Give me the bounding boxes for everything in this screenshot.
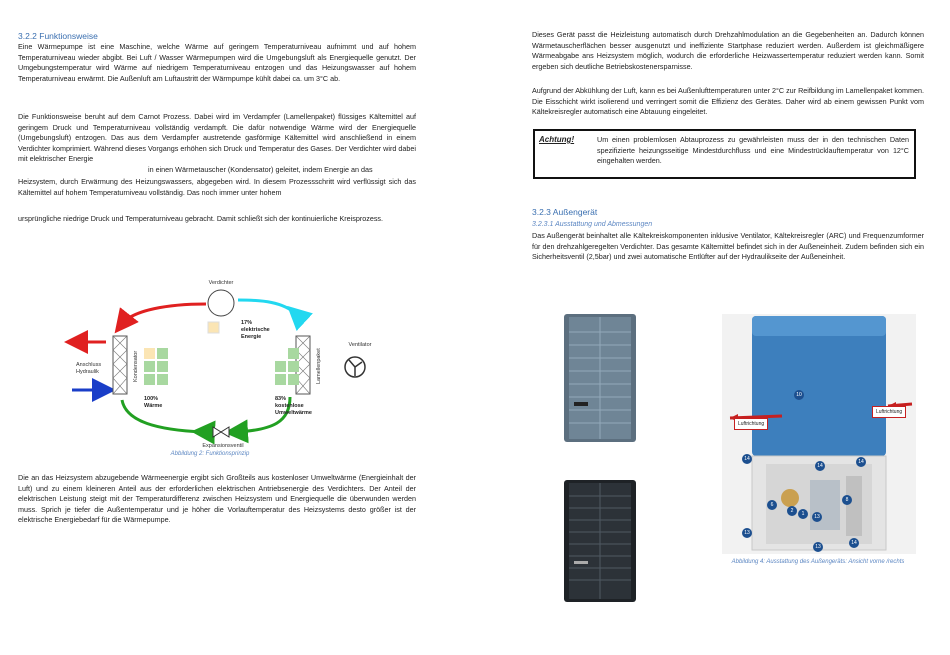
paragraph-aussengeraet: Das Außengerät beinhaltet alle Kältekreiskomponenten inklusive Ventilator, Kältekreisregler (ARC) und Frequenzumformer für den drehzahlgeregelten Verdichter. Das gesamte Kältemittel befindet sich in der Außeneinheit. Zudem befinden sich ein Sicherheitsventil (2,5bar) und zwei automatische Entlüfter auf der Hydraulikseite der Außeneinheit.	[532, 231, 924, 262]
hot-gas-arrow	[122, 304, 206, 324]
marker-13-c: 13	[813, 542, 823, 552]
paragraph-kreisprozess: ursprüngliche niedrige Druck und Temperaturniveau gebracht. Damit schließt sich der kontinuierliche Kreisprozess.	[18, 214, 384, 223]
condenser-label: Kondensator	[133, 350, 139, 382]
electric-energy-block	[208, 322, 219, 333]
paragraph-intro: Eine Wärmepumpe ist eine Maschine, welche Wärme auf geringem Temperaturniveau aufnimmt und auf hohem Temperaturniveau wieder abgibt. Bei Luft / Wasser Wärmepumpen wird die Umgebungsluft als Energiequelle genutzt. Der Umgebungstemperatur wird Wärme auf niedrigem Temperaturniveau entzogen und das Heizungswasser auf hohem Temperaturniveau erwärmt. Die Außenluft am Luftaustritt der Wärmpumpe kühlt dabei ca. um 3°C ab.	[18, 42, 416, 83]
expansion-valve-icon	[213, 427, 229, 437]
marker-14-d: 14	[849, 538, 859, 548]
airflow-label-right: Luftrichtung	[872, 406, 906, 418]
electric-percent: 17%	[241, 320, 253, 326]
subsection-heading-ausstattung: 3.2.3.1 Ausstattung und Abmessungen	[532, 221, 653, 228]
hydraulic-label-2: Hydraulik	[76, 369, 99, 375]
outdoor-unit-dark-image	[560, 478, 640, 604]
marker-14-b: 14	[815, 461, 825, 471]
paragraph-carnot-cont: in einen Wärmetauscher (Kondensator) geleitet, indem Energie an das	[148, 165, 373, 174]
outdoor-unit-blue-image	[560, 312, 640, 444]
hydraulic-label-1: Anschluss	[76, 362, 102, 368]
liquid-green-arrow	[122, 400, 203, 432]
evaporator-label: Lamellenpaket	[316, 348, 322, 384]
condenser-icon	[113, 336, 127, 394]
suction-gas-arrow	[238, 300, 296, 314]
ambient-label-2: Umweltwärme	[275, 410, 312, 416]
marker-13-a: 13	[812, 512, 822, 522]
section-heading-aussengeraet: 3.2.3 Außengerät	[532, 207, 598, 217]
paragraph-waermeenergie: Die an das Heizsystem abzugebende Wärmeenergie ergibt sich Großteils aus kostenloser Umweltwärme (Energieinhalt der Luft) und zu einem kleineren Anteil aus der erforderlichen elektrischen Antriebsenergie des Verdichters. Der Anteil der elektrischen Leistung steigt mit der Temperaturdifferenz zwischen Heizsystem und Energiequelle die überwunden werden muss. Sprich je tiefer die Außentemperatur und je höher die Vorlauftemperatur des Heizsystems desto größer ist der elektrische Energiebedarf für die Wärmepumpe.	[18, 473, 416, 525]
fan-label: Ventilator	[348, 342, 372, 348]
marker-6: 6	[767, 500, 777, 510]
compressor-label: Verdichter	[208, 280, 234, 286]
electric-label-1: elektrische	[241, 327, 270, 333]
figure-caption-2: Abbildung 2: Funktionsprinzip	[170, 451, 250, 457]
marker-10: 10	[794, 390, 804, 400]
electric-label-2: Energie	[241, 334, 262, 340]
warning-box	[533, 129, 916, 179]
compressor-icon	[208, 290, 234, 316]
airflow-label-left: Luftrichtung	[734, 418, 768, 430]
outdoor-unit-annotated-photo	[722, 314, 916, 554]
heat-pump-principle-diagram	[58, 272, 388, 452]
heat-blocks	[144, 348, 168, 385]
paragraph-heizsystem: Heizsystem, durch Erwärmung des Heizungswassers, abgegeben wird. In diesem Prozessschritt wird verflüssigt sich das Kältemittel auf hohem Temperaturniveau vollständig. Das noch immer unter hohem	[18, 177, 416, 197]
heat-percent: 100%	[144, 396, 159, 402]
expansion-valve-label: Expansionsventil	[202, 443, 244, 449]
paragraph-carnot: Die Funktionsweise beruht auf dem Carnot Prozess. Dabei wird im Verdampfer (Lamellenpaket) flüssiges Kältemittel auf geringem Druck und Temperaturniveau vollständig verdampft. Die dafür notwendige Wärme wird der Energiequelle (Umgebungsluft) entzogen. Das aus dem Verdampfer austretende gasförmige Kältemittel wird anschließend in einem Verdichter komprimiert. Während dieses Vorgangs erhöhen sich Druck und Temperatur des Gases. Der Verdichter wird dabei mit elektrischer Energie	[18, 112, 416, 164]
marker-14-a: 14	[742, 454, 752, 464]
ambient-label-1: kostenlose	[275, 403, 304, 409]
marker-1: 1	[798, 509, 808, 519]
ambient-heat-blocks	[275, 348, 299, 385]
marker-8: 8	[842, 495, 852, 505]
marker-14-c: 14	[856, 457, 866, 467]
warning-text: Um einen problemlosen Abtauprozess zu gewährleisten muss der in den technischen Daten spezifizierte heizungsseitige Mindestdurchfluss und eine Mindestrücklauftemperatur von 12°C eingehalten werden.	[597, 135, 909, 166]
figure-caption-4: Abbildung 4: Ausstattung des Außengeräts: Ansicht vorne /rechts	[731, 559, 905, 565]
heat-label: Wärme	[144, 403, 163, 409]
marker-2: 2	[787, 506, 797, 516]
marker-13-b: 13	[742, 528, 752, 538]
paragraph-abtauung: Aufgrund der Abkühlung der Luft, kann es bei Außenlufttemperaturen unter 2°C zur Reifbildung im Lamellenpaket kommen. Die Eisschicht wirkt isolierend und verringert somit die Effizienz des Gerätes. Daher wird ab einem gewissen Punkt vom Kältekreisregler automatisch eine Abtauung eingeleitet.	[532, 86, 924, 117]
paragraph-drehzahlmodulation: Dieses Gerät passt die Heizleistung automatisch durch Drehzahlmodulation an die Gegebenheiten an. Dadurch können Wärmetauscherflächen besser ausgenutzt und ineffiziente Startphase reduziert werden. Außerdem ist gleichmäßigere Wärmeabgabe ans Heizsystem möglich, wodurch die erforderliche Heizwassertemperatur reduziert werden kann. Somit ergeben sich deutliche Betriebskostenersparnisse.	[532, 30, 924, 71]
warning-title: Achtung!	[539, 135, 575, 144]
ambient-percent: 83%	[275, 396, 287, 402]
section-heading-funktionsweise: 3.2.2 Funktionsweise	[18, 31, 98, 41]
